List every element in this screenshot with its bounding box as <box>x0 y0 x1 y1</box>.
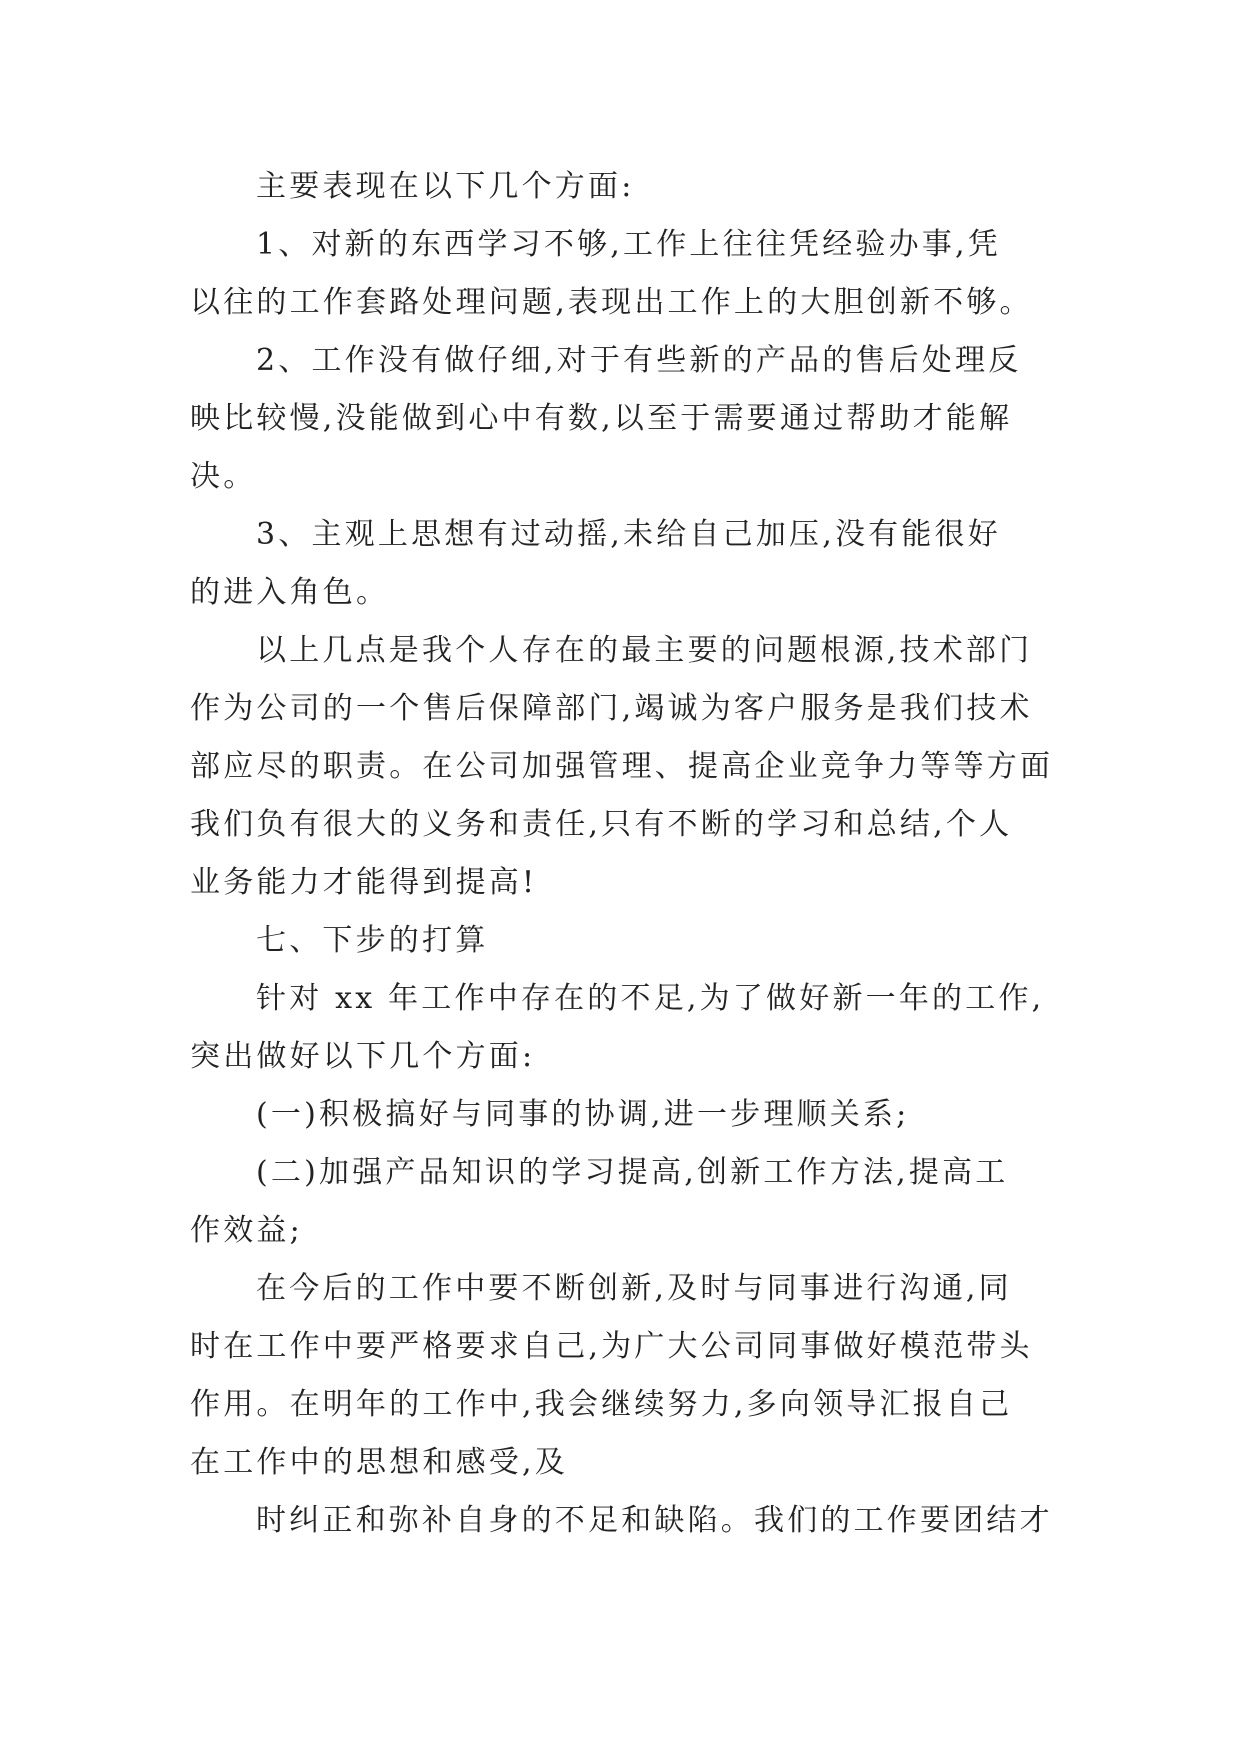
text-line: 针对 xx 年工作中存在的不足,为了做好新一年的工作, <box>256 981 1045 1016</box>
section-heading: 七、下步的打算 <box>256 923 489 958</box>
document-body <box>190 158 1058 1550</box>
text-line: 3、主观上思想有过动摇,未给自己加压,没有能很好 <box>256 517 1001 552</box>
text-line: 时纠正和弥补自身的不足和缺陷。我们的工作要团结才 <box>256 1503 1053 1538</box>
text-line: 作用。在明年的工作中,我会继续努力,多向领导汇报自己 <box>190 1387 1013 1422</box>
text-line: 在工作中的思想和感受,及 <box>190 1445 568 1480</box>
text-line: 决。 <box>190 459 257 494</box>
text-line: 映比较慢,没能做到心中有数,以至于需要通过帮助才能解 <box>190 401 1013 436</box>
text-line: 突出做好以下几个方面: <box>190 1039 536 1074</box>
text-line: 的进入角色。 <box>190 575 390 610</box>
text-line: 作效益; <box>190 1213 303 1248</box>
text-line: 作为公司的一个售后保障部门,竭诚为客户服务是我们技术 <box>190 691 1033 726</box>
text-line: 以上几点是我个人存在的最主要的问题根源,技术部门 <box>256 633 1033 668</box>
text-line: 我们负有很大的义务和责任,只有不断的学习和总结,个人 <box>190 807 1013 842</box>
text-line: (二)加强产品知识的学习提高,创新工作方法,提高工 <box>256 1155 1009 1190</box>
text-line: 以往的工作套路处理问题,表现出工作上的大胆创新不够。 <box>190 285 1033 320</box>
text-line: 在今后的工作中要不断创新,及时与同事进行沟通,同 <box>256 1271 1012 1306</box>
text-line: 1、对新的东西学习不够,工作上往往凭经验办事,凭 <box>256 227 1001 262</box>
text-line: 时在工作中要严格要求自己,为广大公司同事做好模范带头 <box>190 1329 1033 1364</box>
text-line: (一)积极搞好与同事的协调,进一步理顺关系; <box>256 1097 910 1132</box>
text-line: 部应尽的职责。在公司加强管理、提高企业竞争力等等方面 <box>190 749 1054 784</box>
text-line: 业务能力才能得到提高! <box>190 865 538 900</box>
text-line: 主要表现在以下几个方面: <box>256 169 635 204</box>
text-line: 2、工作没有做仔细,对于有些新的产品的售后处理反 <box>256 343 1022 378</box>
